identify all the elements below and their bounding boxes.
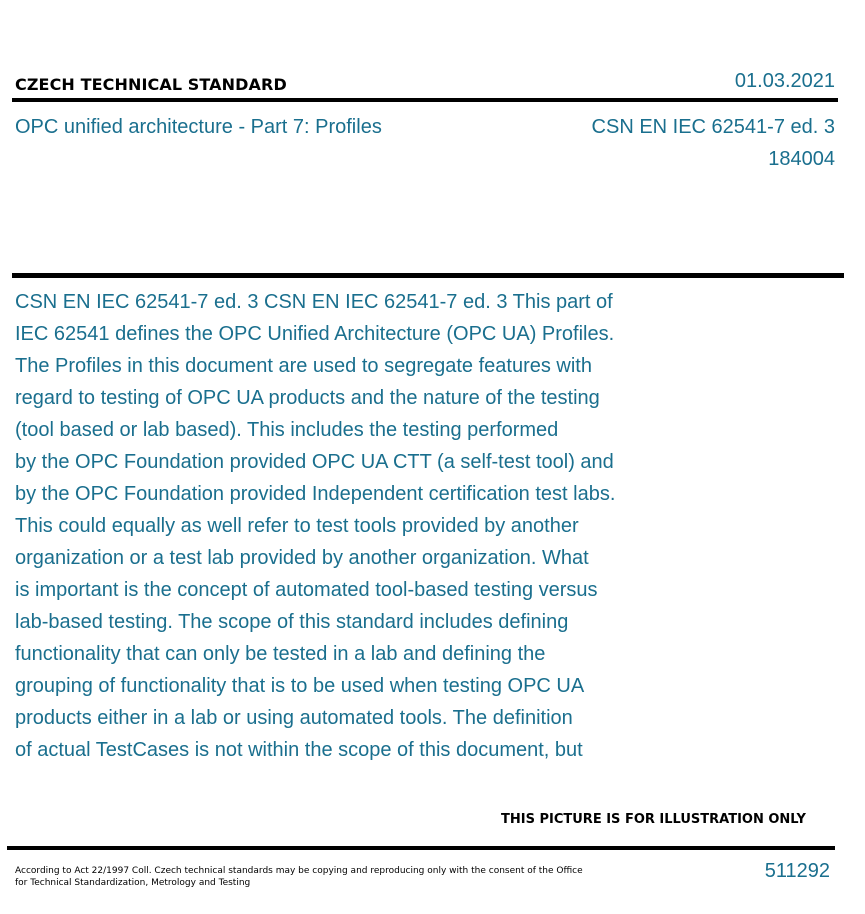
illustration-note: THIS PICTURE IS FOR ILLUSTRATION ONLY — [501, 812, 806, 827]
middle-divider — [12, 273, 844, 278]
abstract-line: functionality that can only be tested in a lab and defining the — [15, 643, 546, 665]
abstract-line: is important is the concept of automated tool-based testing versus — [15, 579, 598, 601]
abstract-line: by the OPC Foundation provided Independent certification test labs. — [15, 483, 616, 505]
standard-label: CZECH TECHNICAL STANDARD — [15, 75, 287, 94]
abstract-line: The Profiles in this document are used to segregate features with — [15, 355, 592, 377]
abstract-line: regard to testing of OPC UA products and the nature of the testing — [15, 387, 600, 409]
abstract-line: products either in a lab or using automated tools. The definition — [15, 707, 573, 729]
abstract-line: (tool based or lab based). This includes the testing performed — [15, 419, 559, 441]
document-id: 511292 — [764, 860, 830, 882]
abstract-line: grouping of functionality that is to be used when testing OPC UA — [15, 675, 585, 697]
legal-notice-line: for Technical Standardization, Metrology and Testing — [15, 878, 251, 888]
abstract-line: This could equally as well refer to test tools provided by another — [15, 515, 579, 537]
classification-number: 184004 — [768, 148, 835, 170]
bottom-divider — [7, 846, 835, 850]
abstract-line: lab-based testing. The scope of this standard includes defining — [15, 611, 569, 633]
legal-notice — [15, 865, 583, 889]
publication-date: 01.03.2021 — [734, 70, 835, 92]
abstract-line: by the OPC Foundation provided OPC UA CTT (a self-test tool) and — [15, 451, 614, 473]
standard-number: CSN EN IEC 62541-7 ed. 3 — [591, 116, 835, 138]
legal-notice-line: According to Act 22/1997 Coll. Czech technical standards may be copying and reproducing only with the consent of the Office — [15, 866, 583, 876]
abstract-line: of actual TestCases is not within the scope of this document, but — [15, 739, 583, 761]
abstract-text — [15, 286, 685, 766]
abstract-line: CSN EN IEC 62541-7 ed. 3 CSN EN IEC 62541-7 ed. 3 This part of — [15, 291, 613, 313]
abstract-line: IEC 62541 defines the OPC Unified Architecture (OPC UA) Profiles. — [15, 323, 615, 345]
top-divider — [12, 98, 838, 102]
document-title: OPC unified architecture - Part 7: Profiles — [15, 116, 382, 138]
abstract-line: organization or a test lab provided by another organization. What — [15, 547, 589, 569]
